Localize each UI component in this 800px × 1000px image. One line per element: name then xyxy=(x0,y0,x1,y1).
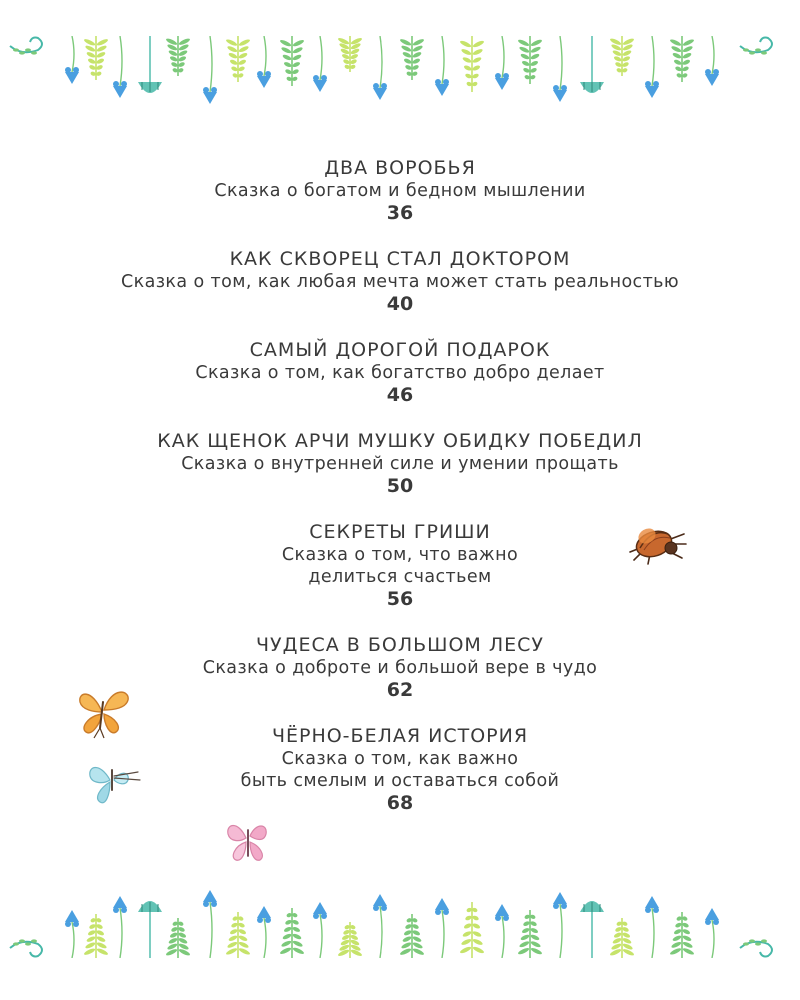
fern-leaf-icon xyxy=(399,914,424,958)
toc-entry-page-number: 40 xyxy=(386,293,414,315)
toc-entry-subtitle: делиться счастьем xyxy=(308,567,492,587)
toc-entry-title: ЧУДЕСА В БОЛЬШОМ ЛЕСУ xyxy=(256,634,544,656)
toc-entry[interactable] xyxy=(0,247,800,315)
flower-icon xyxy=(435,898,449,958)
toc-entry-subtitle: Сказка о внутренней силе и умении прощать xyxy=(181,454,619,474)
bell-flower-icon xyxy=(580,901,604,958)
beetle-icon xyxy=(624,518,690,568)
toc-entry-title: СЕКРЕТЫ ГРИШИ xyxy=(309,521,491,543)
toc-entry-title: КАК СКВОРЕЦ СТАЛ ДОКТОРОМ xyxy=(229,248,571,270)
fern-leaf-icon xyxy=(279,908,304,958)
toc-entry-page-number: 56 xyxy=(386,588,414,610)
flower-icon xyxy=(373,894,387,958)
flower-icon xyxy=(495,904,509,958)
fern-leaf-icon xyxy=(337,922,362,958)
swirl-vine-icon xyxy=(740,939,772,956)
toc-entry-page-number: 46 xyxy=(386,384,414,406)
toc-entry[interactable] xyxy=(0,338,800,406)
fern-leaf-icon xyxy=(225,912,250,958)
swirl-vine-icon xyxy=(10,939,42,956)
toc-entry[interactable] xyxy=(0,156,800,224)
fern-leaf-icon xyxy=(517,910,542,958)
butterfly-icon xyxy=(222,816,274,868)
flower-icon xyxy=(65,910,79,958)
toc-entry-title: САМЫЙ ДОРОГОЙ ПОДАРОК xyxy=(249,339,551,361)
bell-flower-icon xyxy=(138,901,162,958)
flower-icon xyxy=(705,908,719,958)
toc-entry-page-number: 68 xyxy=(386,792,414,814)
toc-entry-title: ДВА ВОРОБЬЯ xyxy=(324,157,476,179)
fern-leaf-icon xyxy=(459,902,484,958)
flower-icon xyxy=(313,902,327,958)
toc-entry-title: КАК ЩЕНОК АРЧИ МУШКУ ОБИДКУ ПОБЕДИЛ xyxy=(157,430,643,452)
flower-icon xyxy=(553,892,567,958)
toc-entry[interactable] xyxy=(0,429,800,497)
flower-icon xyxy=(257,906,271,958)
flower-icon xyxy=(203,890,217,958)
toc-entry-page-number: 50 xyxy=(386,475,414,497)
fern-leaf-icon xyxy=(609,918,634,958)
toc-entry-subtitle: Сказка о доброте и большой вере в чудо xyxy=(202,658,598,678)
toc-entry-subtitle: Сказка о том, как любая мечта может стать реальностью xyxy=(120,272,680,292)
fern-leaf-icon xyxy=(165,918,190,958)
toc-entry-subtitle: Сказка о богатом и бедном мышлении xyxy=(214,181,586,201)
flower-icon xyxy=(645,896,659,958)
flower-icon xyxy=(113,896,127,958)
toc-entry-page-number: 36 xyxy=(386,202,414,224)
butterfly-icon xyxy=(72,684,134,742)
fern-leaf-icon xyxy=(83,914,108,958)
toc-entry-title: ЧЁРНО-БЕЛАЯ ИСТОРИЯ xyxy=(271,725,529,747)
butterfly-icon xyxy=(86,758,144,808)
toc-entry-subtitle: быть смелым и оставаться собой xyxy=(240,771,560,791)
toc-entry-subtitle: Сказка о том, что важно xyxy=(281,545,519,565)
toc-entry-subtitle: Сказка о том, как богатство добро делает xyxy=(195,363,605,383)
bottom-floral-border-icon xyxy=(0,878,800,958)
toc-entry-subtitle: Сказка о том, как важно xyxy=(281,749,519,769)
toc-entry-page-number: 62 xyxy=(386,679,414,701)
fern-leaf-icon xyxy=(669,912,694,958)
